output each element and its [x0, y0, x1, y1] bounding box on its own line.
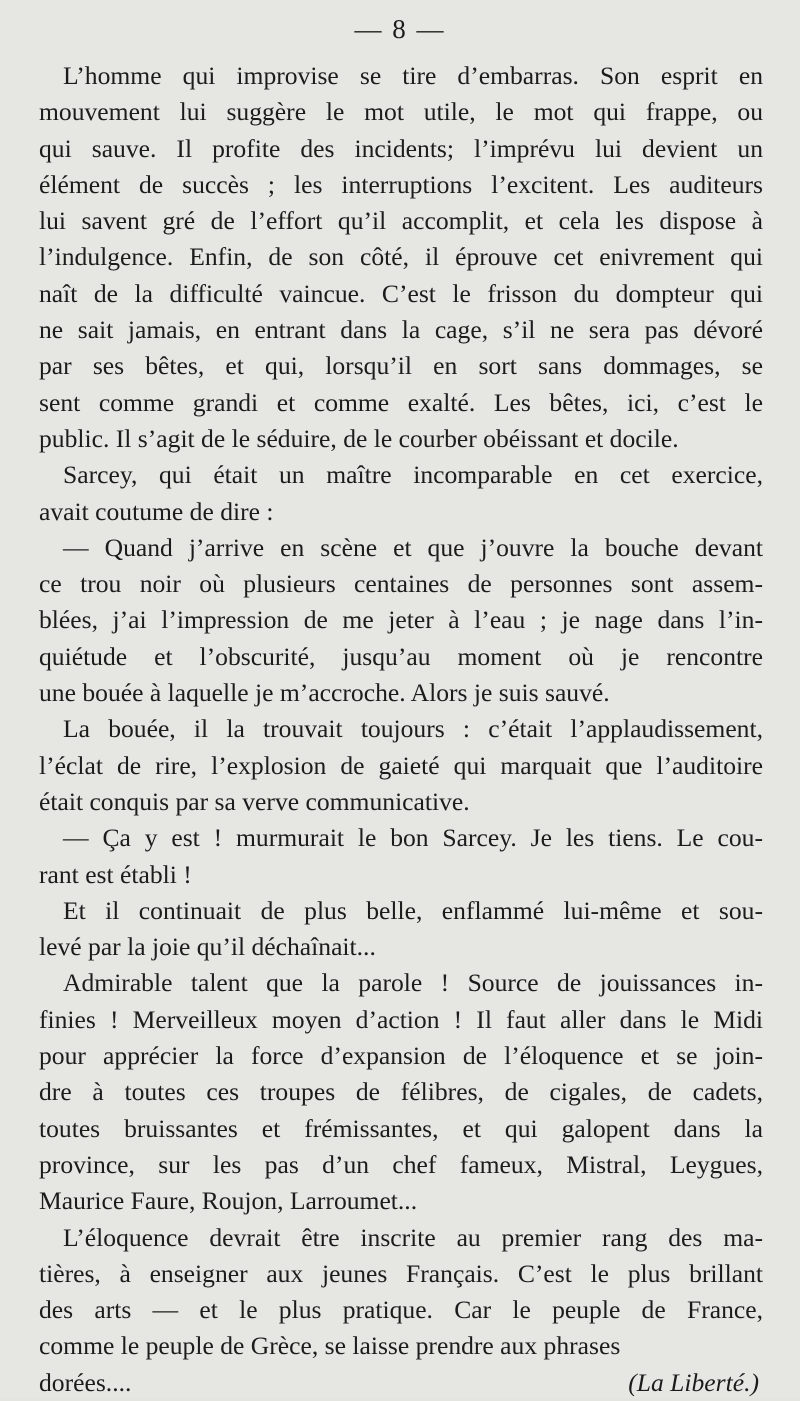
- text-line: l’indulgence. Enfin, de son côté, il éprouve cet enivrement qui: [39, 242, 763, 272]
- text-line: comme le peuple de Grèce, se laisse prendre aux phrases: [39, 1331, 621, 1361]
- text-line: ne sait jamais, en entrant dans la cage, s’il ne sera pas dévoré: [39, 315, 763, 345]
- text-line: Et il continuait de plus belle, enflammé lui-même et sou-: [63, 895, 763, 925]
- text-line: tières, à enseigner aux jeunes Français. C’est le plus brillant: [39, 1258, 763, 1288]
- text-line: élément de succès ; les interruptions l’excitent. Les auditeurs: [39, 169, 763, 199]
- text-line: avait coutume de dire :: [39, 496, 274, 526]
- text-line: quiétude et l’obscurité, jusqu’au moment où je rencontre: [39, 641, 763, 671]
- page-number: — 8 —: [354, 14, 446, 44]
- paragraph: [39, 58, 763, 457]
- paragraph: [39, 530, 763, 711]
- closing-line: dorées....: [39, 1367, 132, 1397]
- text-line: une bouée à laquelle je m’accroche. Alors je suis sauvé.: [39, 678, 610, 708]
- text-line: pour apprécier la force d’expansion de l’éloquence et se join-: [39, 1041, 763, 1071]
- text-line: qui sauve. Il profite des incidents; l’imprévu lui devient un: [39, 133, 763, 163]
- text-line: sent comme grandi et comme exalté. Les bêtes, ici, c’est le: [39, 387, 763, 417]
- paragraph: [39, 965, 763, 1219]
- text-line: par ses bêtes, et qui, lorsqu’il en sort sans dommages, se: [39, 351, 763, 381]
- text-line: des arts — et le plus pratique. Car le peuple de France,: [39, 1295, 763, 1325]
- text-line: — Ça y est ! murmurait le bon Sarcey. Je les tiens. Le cou-: [63, 823, 763, 853]
- text-line: province, sur les pas d’un chef fameux, Mistral, Leygues,: [39, 1149, 763, 1179]
- text-line: toutes bruissantes et frémissantes, et qui galopent dans la: [39, 1113, 763, 1143]
- text-line: mouvement lui suggère le mot utile, le mot qui frappe, ou: [39, 97, 763, 127]
- text-line: L’éloquence devrait être inscrite au premier rang des ma-: [63, 1222, 763, 1252]
- text-line: Sarcey, qui était un maître incomparable en cet exercice,: [63, 460, 763, 490]
- text-line: l’éclat de rire, l’explosion de gaieté qui marquait que l’auditoire: [39, 750, 763, 780]
- text-line: Maurice Faure, Roujon, Larroumet...: [39, 1186, 418, 1216]
- body-text: [39, 58, 763, 1401]
- text-line: blées, j’ai l’impression de me jeter à l’eau ; je nage dans l’in-: [39, 605, 763, 635]
- text-line: public. Il s’agit de le séduire, de le courber obéissant et docile.: [39, 423, 679, 453]
- text-line: — Quand j’arrive en scène et que j’ouvre la bouche devant: [63, 532, 763, 562]
- text-line: ce trou noir où plusieurs centaines de personnes sont assem-: [39, 569, 763, 599]
- text-line: était conquis par sa verve communicative.: [39, 786, 470, 816]
- text-line: levé par la joie qu’il déchaînait...: [39, 932, 376, 962]
- paragraph: [39, 711, 763, 820]
- text-line: naît de la difficulté vaincue. C’est le frisson du dompteur qui: [39, 278, 763, 308]
- text-line: Admirable talent que la parole ! Source de jouissances in-: [63, 968, 763, 998]
- text-line: dre à toutes ces troupes de félibres, de cigales, de cadets,: [39, 1077, 763, 1107]
- text-line: rant est établi !: [39, 859, 192, 889]
- paragraph: [39, 820, 763, 893]
- text-line: L’homme qui improvise se tire d’embarras. Son esprit en: [63, 61, 763, 90]
- closing-row: [39, 1365, 763, 1401]
- source-attribution: (La Liberté.): [628, 1367, 759, 1397]
- text-line: finies ! Merveilleux moyen d’action ! Il faut aller dans le Midi: [39, 1004, 763, 1034]
- text-line: La bouée, il la trouvait toujours : c’était l’applaudissement,: [63, 714, 763, 744]
- text-line: lui savent gré de l’effort qu’il accomplit, et cela les dispose à: [39, 206, 763, 236]
- paragraph: [39, 893, 763, 966]
- paragraph: [39, 1220, 763, 1365]
- paragraph: [39, 457, 763, 530]
